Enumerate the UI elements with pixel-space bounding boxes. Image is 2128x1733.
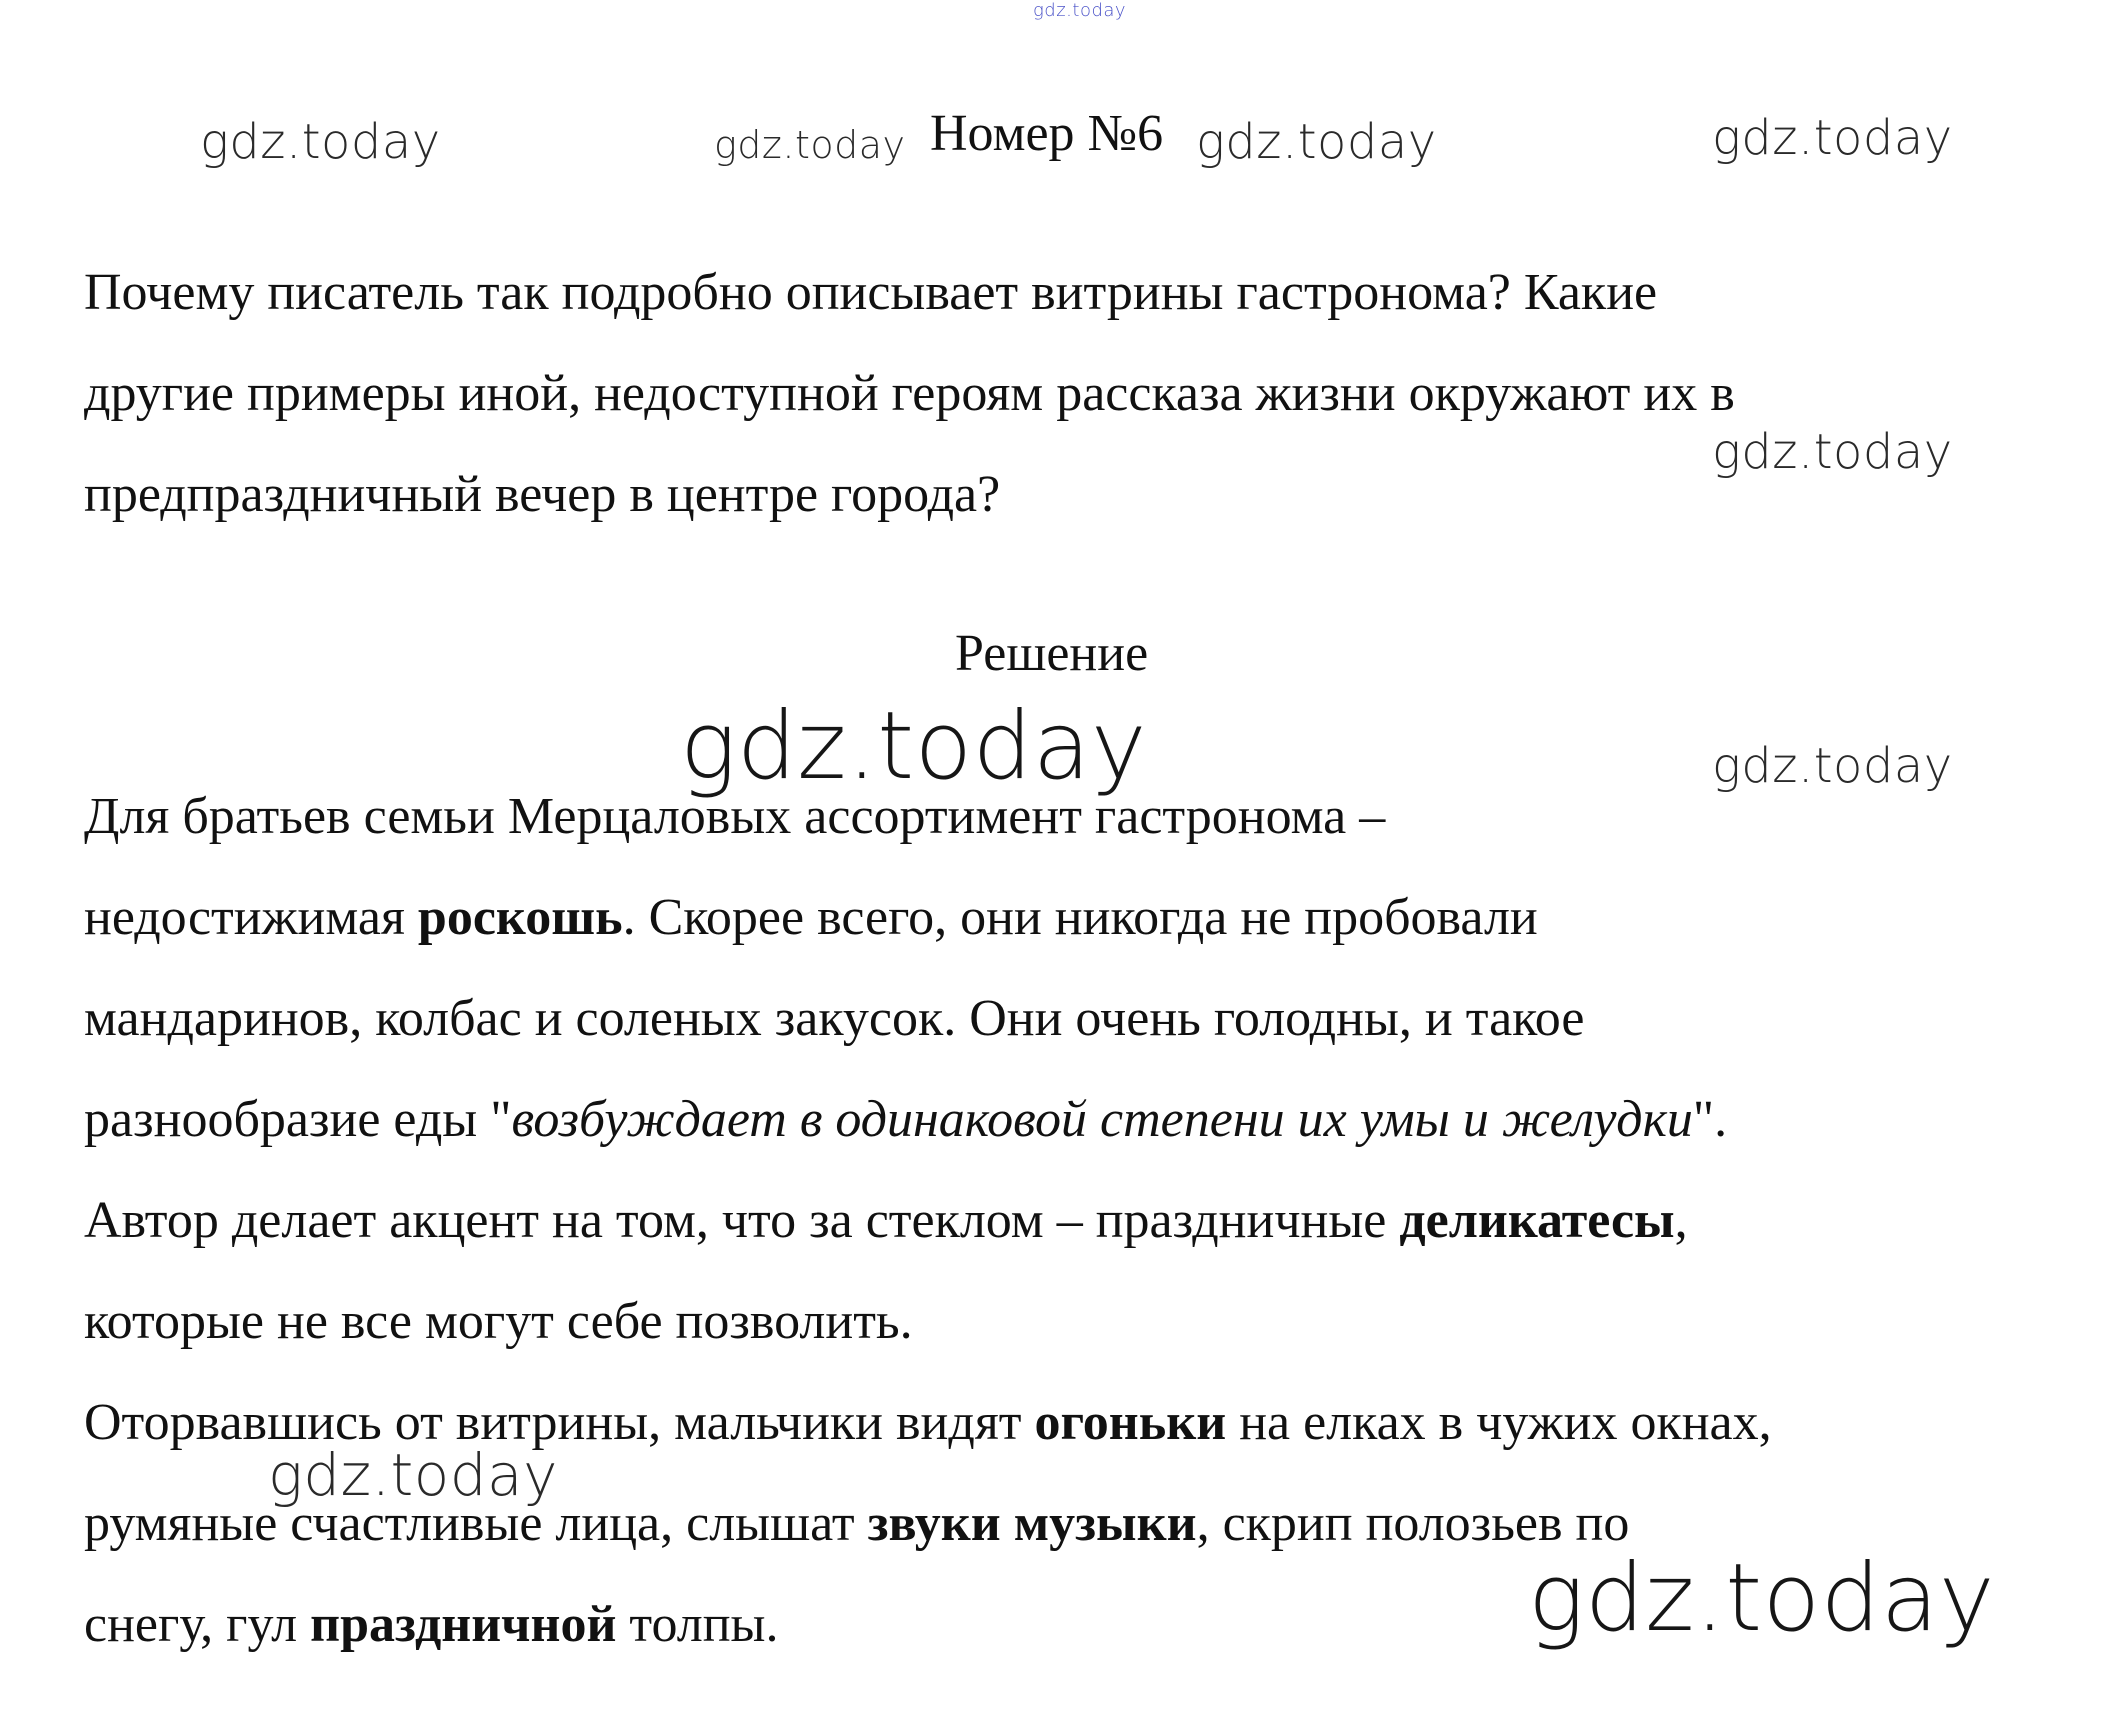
answer-line (84, 1170, 2094, 1271)
answer-text-span: Оторвавшись от витрины, мальчики видят (84, 1394, 1035, 1451)
answer-line (84, 1069, 2094, 1170)
answer-italic-quote: возбуждает в одинаковой степени их умы и желудки (511, 1091, 1693, 1148)
answer-bold-term: роскошь (417, 889, 623, 946)
watermark: gdz.today (200, 114, 441, 170)
watermark: gdz.today (1712, 424, 1953, 480)
answer-text-span: недостижимая (84, 889, 418, 946)
answer-text-span: ". (1692, 1091, 1728, 1148)
question-line: Почему писатель так подробно описывает витрины гастронома? Какие (84, 264, 1658, 321)
answer-line (84, 1574, 2094, 1675)
watermark-top: gdz.today (1033, 0, 1127, 21)
answer-text-span: толпы. (616, 1596, 779, 1653)
answer-line (84, 766, 2094, 867)
question-line: другие примеры иной, недоступной героям рассказа жизни окружают их в (84, 365, 1735, 422)
watermark: gdz.today (1196, 114, 1437, 170)
answer-line (84, 1372, 2094, 1473)
answer-text-span: которые не все могут себе позволить. (84, 1293, 913, 1350)
answer-text (84, 766, 2094, 1675)
answer-line (84, 867, 2094, 968)
solution-heading: Решение (955, 625, 1149, 682)
answer-line (84, 1473, 2094, 1574)
answer-bold-term: праздничной (310, 1596, 617, 1653)
watermark: gdz.today (1712, 110, 1953, 166)
answer-text-span: румяные счастливые лица, слышат (84, 1495, 868, 1552)
answer-line (84, 1271, 2094, 1372)
answer-text-span: Автор делает акцент на том, что за стеклом – праздничные (84, 1192, 1400, 1249)
answer-bold-term: деликатесы (1399, 1192, 1675, 1249)
watermark: gdz.today (268, 1441, 558, 1509)
answer-text-span: , скрип полозьев по (1196, 1495, 1630, 1552)
answer-text-span: . Скорее всего, они никогда не пробовали (622, 889, 1538, 946)
page-title: Номер №6 (930, 105, 1164, 162)
watermark: gdz.today (1712, 738, 1953, 794)
answer-text-span: , (1674, 1192, 1688, 1249)
watermark: gdz.today (1528, 1544, 1996, 1653)
answer-bold-term: звуки музыки (867, 1495, 1197, 1552)
answer-text-span: на елках в чужих окнах, (1226, 1394, 1772, 1451)
answer-text-span: разнообразие еды " (84, 1091, 512, 1148)
answer-text-span: мандаринов, колбас и соленых закусок. Они очень голодны, и такое (84, 990, 1585, 1047)
watermark: gdz.today (680, 692, 1148, 801)
watermark: gdz.today (714, 123, 906, 167)
question-text (84, 242, 2094, 545)
answer-text-span: Для братьев семьи Мерцаловых ассортимент гастронома – (84, 788, 1386, 845)
answer-bold-term: огоньки (1034, 1394, 1227, 1451)
question-line: предпраздничный вечер в центре города? (84, 466, 1001, 523)
answer-line (84, 968, 2094, 1069)
answer-text-span: снегу, гул (84, 1596, 311, 1653)
